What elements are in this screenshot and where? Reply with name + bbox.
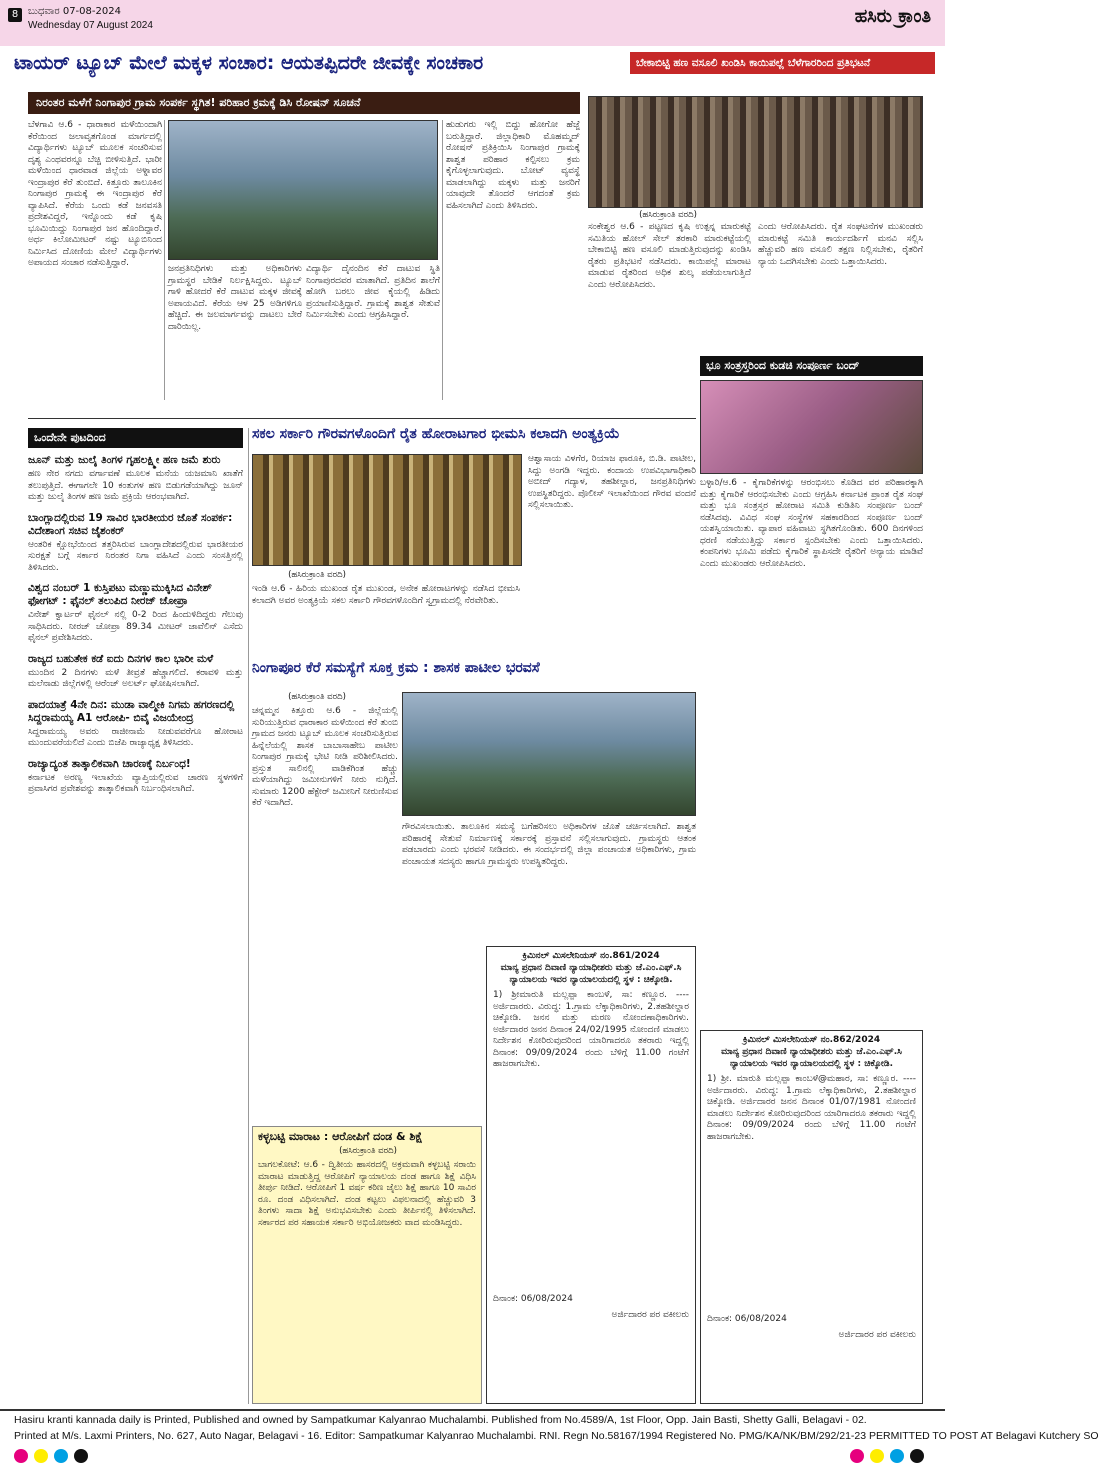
brief-item: [28, 582, 243, 645]
protest-caption: (ಹಸಿರುಕ್ರಾಂತಿ ವರದಿ): [639, 210, 697, 220]
bandh-photo: [700, 380, 923, 474]
brief-headline: ಜೂನ್ ಮತ್ತು ಜುಲೈ ತಿಂಗಳ ಗೃಹಲಕ್ಷ್ಮೀ ಹಣ ಜಮೆ ಶುರು: [28, 454, 221, 466]
lead-subhead: ನಿರಂತರ ಮಳೆಗೆ ನಿಂಗಾಪುರ ಗ್ರಾಮ ಸಂಪರ್ಕ ಸ್ಥಗಿತ! ಪರಿಹಾರ ಕ್ರಮಕ್ಕೆ ಡಿಸಿ ರೋಷನ್ ಸೂಚನೆ: [28, 92, 580, 114]
kallabatti-headline: ಕಳ್ಳಬಟ್ಟಿ ಮಾರಾಟ : ಆರೋಪಿಗೆ ದಂಡ & ಶಿಕ್ಷೆ: [258, 1130, 423, 1143]
tribute-photo: [252, 454, 522, 566]
registration-mark: [890, 1449, 904, 1463]
registration-mark: [74, 1449, 88, 1463]
protest-photo: [588, 96, 923, 208]
brief-item: [28, 454, 243, 504]
ningapur-caption: (ಹಸಿರುಕ್ರಾಂತಿ ವರದಿ): [288, 692, 346, 702]
notice-court: ಮಾನ್ಯ ಪ್ರಧಾನ ದಿವಾಣಿ ನ್ಯಾಯಾಧೀಶರು ಮತ್ತು ಜೆ.ಎಂ.ಎಫ್.ಸಿ ನ್ಯಾಯಾಲಯ ಇವರ ನ್ಯಾಯಾಲಯದಲ್ಲಿ ಸ್ಥಳ : ಚಿಕ್ಕೋಡಿ.: [721, 1047, 902, 1069]
lead-text-col4: ಹುಡುಗರು ಇಲ್ಲಿ ಬಿದ್ದು ಹೋಗೋ ಹೆಜ್ಜೆ ಬರುತ್ತಿದ್ದಾರೆ. ಜಿಲ್ಲಾಧಿಕಾರಿ ಮೊಹಮ್ಮದ್ ರೋಷನ್ ಪ್ರತಿಕ್ರಿಯಿಸಿ ನಿಂಗಾಪುರ ಗ್ರಾಮಕ್ಕೆ ಶಾಶ್ವತ ಪರಿಹಾರ ಕಲ್ಪಿಸಲು ಕ್ರಮ ಕೈಗೊಳ್ಳಲಾಗುವುದು. ಬೋಟ್ ವ್ಯವಸ್ಥೆ ಮಾಡಲಾಗಿದ್ದು ಮಕ್ಕಳು ಮತ್ತು ಜನರಿಗೆ ಯಾವುದೇ ತೊಂದರೆ ಆಗದಂತೆ ಕ್ರಮ ವಹಿಸಲಾಗಿದೆ ಎಂದು ತಿಳಿಸಿದರು.: [446, 120, 580, 211]
brief-item: [28, 699, 243, 750]
ningapur-text-col2: ಗೌರವಿಸಲಾಯಿತು. ತಾಲೂಕಿನ ಸಮಸ್ಯೆ ಬಗೆಹರಿಸಲು ಅಧಿಕಾರಿಗಳ ಜೊತೆ ಚರ್ಚಿಸಲಾಗಿದೆ. ಶಾಶ್ವತ ಪರಿಹಾರಕ್ಕೆ ಸೇತುವೆ ನಿರ್ಮಾಣಕ್ಕೆ ಸರ್ಕಾರಕ್ಕೆ ಪ್ರಸ್ತಾವನೆ ಸಲ್ಲಿಸಲಾಗುವುದು. ಗ್ರಾಮಸ್ಥರು ಆತಂಕ ಪಡಬಾರದು ಎಂದು ಭರವಸೆ ನೀಡಿದರು. ಈ ಸಂದರ್ಭದಲ್ಲಿ ಜಿಲ್ಲಾ ಪಂಚಾಯತ ಅಧಿಕಾರಿಗಳು, ಗ್ರಾಮ ಪಂಚಾಯತ ಸದಸ್ಯರು ಹಾಗೂ ಗ್ರಾಮಸ್ಥರು ಉಪಸ್ಥಿತರಿದ್ದರು.: [402, 822, 696, 867]
registration-mark: [54, 1449, 68, 1463]
bandh-text: ಬಳ್ಳಾರಿ/ಆ.6 - ಕೈಗಾರಿಕೆಗಳನ್ನು ಆರಂಭಿಸಲು ಕೊಡಿದ ವರ ಪರಿಹಾರಕ್ಕಾಗಿ ಮತ್ತು ಕೈಗಾರಿಕೆ ಆರಂಭಿಸಬೇಕು ಎಂದು ಆಗ್ರಹಿಸಿ ಕರ್ನಾಟಕ ಪ್ರಾಂತ ರೈತ ಸಂಘ ಮತ್ತು ಭೂ ಸಂತ್ರಸ್ತರ ಹೋರಾಟ ಸಮಿತಿ ಕುಡಿತಿನಿ ಸಂಪೂರ್ಣ ಬಂದ್ ನಡೆಸಿದವು. ವಿವಿಧ ಸಂಘ ಸಂಸ್ಥೆಗಳ ಸಹಕಾರದಿಂದ ಸಂಪೂರ್ಣ ಬಂದ್ ಯಶಸ್ವಿಯಾಯಿತು. ವ್ಯಾಪಾರ ವಹಿವಾಟು ಸ್ಥಗಿತಗೊಂಡಿತು. 600 ದಿನಗಳಿಂದ ಧರಣಿ ನಡೆಯುತ್ತಿದ್ದು ಸರ್ಕಾರ ಸ್ಪಂದಿಸಬೇಕು ಎಂದು ಒತ್ತಾಯಿಸಿದರು. ಕಂಪನಿಗಳು ಭೂಮಿ ಪಡೆದು ಕೈಗಾರಿಕೆ ಸ್ಥಾಪಿಸದೇ ರೈತರಿಗೆ ಅನ್ಯಾಯ ಮಾಡಿವೆ ಎಂದು ಮುಖಂಡರು ಆರೋಪಿಸಿದರು.: [700, 478, 923, 569]
column-rule: [164, 120, 165, 400]
protest-text-col1: ಸಂಕೇಶ್ವರ ಆ.6 - ಪಟ್ಟಣದ ಕೃಷಿ ಉತ್ಪನ್ನ ಮಾರುಕಟ್ಟೆ ಸಮಿತಿಯ ಹೋಲ್ ಸೇಲ್ ತರಕಾರಿ ಮಾರುಕಟ್ಟೆಯಲ್ಲಿ ಬೇಕಾಬಿಟ್ಟಿ ಹಣ ವಸೂಲಿ ಮಾಡುತ್ತಿರುವುದನ್ನು ಖಂಡಿಸಿ ರೈತರು ಪ್ರತಿಭಟನೆ ನಡೆಸಿದರು. ಕಾಯಿಪಲ್ಲೆ ಮಾರಾಟ ಮಾಡುವ ರೈತರಿಂದ ಅಧಿಕ ಶುಲ್ಕ ಪಡೆಯಲಾಗುತ್ತಿದೆ ಎಂದು ಆರೋಪಿಸಿದರು.: [588, 222, 751, 290]
lead-text-col3: ವಿದ್ಯಾರ್ಥಿ ದೈನಂದಿನ ಕೆರೆ ದಾಟುವ ಸ್ಥಿತಿ ನಿಂಗಾಪುರದವರ ಮಾತಾಗಿದೆ. ಪ್ರತಿದಿನ ಶಾಲೆಗೆ ಹೋಗಿ ಬರಲು ಜೀವ ಕೈಯಲ್ಲಿ ಹಿಡಿದು ಪ್ರಯಾಣಿಸುತ್ತಿದ್ದಾರೆ. ಗ್ರಾಮಕ್ಕೆ ಶಾಶ್ವತ ಸೇತುವೆ ನಿರ್ಮಿಸಬೇಕು ಎಂದು ಆಗ್ರಹಿಸಿದ್ದಾರೆ.: [306, 264, 440, 320]
notice-date: ದಿನಾಂಕ: 06/08/2024: [707, 1314, 787, 1324]
brief-body: ಸಿದ್ದರಾಮಯ್ಯ ಅವರು ರಾಜೀನಾಮೆ ನೀಡುವವರೆಗೂ ಹೋರಾಟ ಮುಂದುವರೆಯಲಿದೆ ಎಂದು ಬಿಜೆಪಿ ರಾಜ್ಯಾಧ್ಯಕ್ಷ ತಿಳಿಸಿದರು.: [28, 726, 243, 748]
brief-body: ಮುಂದಿನ 2 ದಿನಗಳು ಮಳೆ ತೀವ್ರತೆ ಹೆಚ್ಚಾಗಲಿದೆ. ಕರಾವಳಿ ಮತ್ತು ಮಲೆನಾಡು ಜಿಲ್ಲೆಗಳಲ್ಲಿ ಆರೆಂಜ್ ಅಲರ್ಟ್ ಘೋಷಿಸಲಾಗಿದೆ.: [28, 667, 243, 689]
brief-headline: ಬಾಂಗ್ಲಾದಲ್ಲಿರುವ 19 ಸಾವಿರ ಭಾರತೀಯರ ಜೊತೆ ಸಂಪರ್ಕ: ವಿದೇಶಾಂಗ ಸಚಿವ ಜೈಶಂಕರ್: [28, 511, 233, 537]
legal-notice-861: [486, 946, 696, 1404]
brief-headline: ರಾಜ್ಯದ ಬಹುತೇಕ ಕಡೆ ಐದು ದಿನಗಳ ಕಾಲ ಭಾರೀ ಮಳೆ: [28, 652, 214, 665]
notice-signature: ಅರ್ಜಿದಾರರ ಪರ ವಕೀಲರು: [838, 1329, 916, 1340]
belagavi-headline: ಬೇಕಾಬಿಟ್ಟಿ ಹಣ ವಸೂಲಿ ಖಂಡಿಸಿ ಕಾಯಿಪಲ್ಲೆ ಬೆಳೆಗಾರರಿಂದ ಪ್ರತಿಭಟನೆ: [630, 52, 935, 74]
column-rule: [248, 428, 249, 1404]
brief-body: ಹಣ ನೇರ ನಗದು ವರ್ಗಾವಣೆ ಮೂಲಕ ಮನೆಯ ಯಜಮಾನಿ ಖಾತೆಗೆ ತಲುಪುತ್ತಿದೆ. ಈಗಾಗಲೇ 10 ಕಂತುಗಳ ಹಣ ಬಿಡುಗಡೆಯಾಗಿದ್ದು ಜೂನ್ ಮತ್ತು ಜುಲೈ ತಿಂಗಳ ಹಣ ಜಮೆ ಪ್ರಕ್ರಿಯೆ ಆರಂಭವಾಗಿದೆ.: [28, 469, 243, 502]
date-kannada: ಬುಧವಾರ 07-08-2024: [28, 6, 121, 17]
brief-headline: ವಿಶ್ವದ ನಂಬರ್ 1 ಕುಸ್ತಿಪಟು ಮಣ್ಣುಮುಕ್ಕಿಸಿದ ವಿನೇಶ್ ಫೋಗಟ್ : ಫೈನಲ್ ತಲುಪಿದ ನೀರಜ್ ಚೋಪ್ರಾ: [28, 582, 212, 607]
lead-text-col2: ಜನಪ್ರತಿನಿಧಿಗಳು ಮತ್ತು ಅಧಿಕಾರಿಗಳು ಗ್ರಾಮಸ್ಥರ ಬೇಡಿಕೆ ನಿರ್ಲಕ್ಷಿಸಿದ್ದರು. ಟ್ಯೂಬ್ ಗಾಳಿ ಹೋದರೆ ಕೆರೆ ದಾಟುವ ಮಕ್ಕಳ ಜೀವಕ್ಕೆ ಅಪಾಯವಿದೆ. ಕೆರೆಯ ಆಳ 25 ಅಡಿಗಳಿಗೂ ಹೆಚ್ಚಿದೆ. ಈ ಜಲಮಾರ್ಗವನ್ನು ದಾಟಲು ಬೇರೆ ದಾರಿಯಿಲ್ಲ.: [168, 264, 302, 332]
page-number: 8: [8, 8, 22, 22]
notice-body: 1) ಶ್ರೀಮಾರುತಿ ಮಲ್ಲಪ್ಪಾ ಕಾಂಬಳೆ, ಸಾ: ಕಣ್ಣೂರ. ---- ಅರ್ಜಿದಾರರು. ವಿರುದ್ಧ: 1.ಗ್ರಾಮ ಲೆಕ್ಕಾಧಿಕಾರಿಗಳು, 2.ತಹಶೀಲ್ದಾರ ಚಿಕ್ಕೋಡಿ. ಜನನ ಮತ್ತು ಮರಣ ನೋಂದಣಾಧಿಕಾರಿಗಳು. ಅರ್ಜಿದಾರರ ಜನನ ದಿನಾಂಕ 24/02/1995 ನೋಂದಣಿ ಮಾಡಲು ನಿರ್ದೇಶನ ಕೋರಿರುವುದರಿಂದ ಯಾರಿಗಾದರೂ ತಕರಾರು ಇದ್ದಲ್ಲಿ ದಿನಾಂಕ: 09/09/2024 ರಂದು ಬೆಳಿಗ್ಗೆ 11.00 ಗಂಟೆಗೆ ಹಾಜರಾಗಬೇಕು.: [493, 990, 689, 1069]
section-divider: [28, 418, 696, 419]
notice-date: ದಿನಾಂಕ: 06/08/2024: [493, 1294, 573, 1304]
ningapur-text-col1: ಚನ್ನಮ್ಮನ ಕಿತ್ತೂರು ಆ.6 - ಜಿಲ್ಲೆಯಲ್ಲಿ ಸುರಿಯುತ್ತಿರುವ ಧಾರಾಕಾರ ಮಳೆಯಿಂದ ಕೆರೆ ತುಂಬಿ ಗ್ರಾಮದ ಜನರು ಟ್ಯೂಬ್ ಮೂಲಕ ಸಂಚರಿಸುತ್ತಿರುವ ಹಿನ್ನೆಲೆಯಲ್ಲಿ ಶಾಸಕ ಬಾಬಾಸಾಹೇಬ ಪಾಟೀಲ ನಿಂಗಾಪುರ ಗ್ರಾಮಕ್ಕೆ ಭೇಟಿ ನೀಡಿ ಪರಿಶೀಲಿಸಿದರು. ಪ್ರಸ್ತುತ ಸಾಲಿನಲ್ಲಿ ವಾಡಿಕೆಗಿಂತ ಹೆಚ್ಚು ಮಳೆಯಾಗಿದ್ದು ಜಮೀನುಗಳಿಗೆ ನೀರು ನುಗ್ಗಿದೆ. ಸುಮಾರು 1200 ಹೆಕ್ಟೇರ್ ಜಮೀನಿಗೆ ನೀರುಣಿಸುವ ಕೆರೆ ಇದಾಗಿದೆ.: [252, 706, 398, 808]
ningapur-photo: [402, 692, 696, 816]
briefs-banner: ಒಂದೇನೇ ಪುಟದಿಂದ: [28, 428, 243, 448]
brief-item: [28, 653, 243, 691]
notice-title: ಕ್ರಿಮಿನಲ್ ಮಿಸಲೇನಿಯಸ್ ನಂ.862/2024: [742, 1035, 881, 1045]
imprint-line-2: Printed at M/s. Laxmi Printers, No. 627, Auto Nagar, Belagavi - 16. Editor: Sampatkumar Kalyanrao Muchalambi. RNI. Regn No.58167/1994 Registered No. PMG/KA/NK/BM/292/21-23 PERMITTED TO POST AT Belagavi Kutchery SO: [14, 1430, 1099, 1442]
brief-body: ಕರ್ನಾಟಕ ಅರಣ್ಯ ಇಲಾಖೆಯ ವ್ಯಾಪ್ತಿಯಲ್ಲಿರುವ ಚಾರಣ ಸ್ಥಳಗಳಿಗೆ ಪ್ರವಾಸಿಗರ ಪ್ರವೇಶವನ್ನು ತಾತ್ಕಾಲಿಕವಾಗಿ ನಿರ್ಬಂಧಿಸಲಾಗಿದೆ.: [28, 772, 243, 794]
notice-signature: ಅರ್ಜಿದಾರರ ಪರ ವಕೀಲರು: [611, 1309, 689, 1320]
brief-item: [28, 758, 243, 796]
notice-title: ಕ್ರಿಮಿನಲ್ ಮಿಸಲೇನಿಯಸ್ ನಂ.861/2024: [522, 951, 660, 961]
tribute-caption: (ಹಸಿರುಕ್ರಾಂತಿ ವರದಿ): [288, 570, 346, 580]
brief-headline: ಪಾದಯಾತ್ರೆ 4ನೇ ದಿನ: ಮುಡಾ ವಾಲ್ಮೀಕಿ ನಿಗಮ ಹಗರಣದಲ್ಲಿ ಸಿದ್ದರಾಮಯ್ಯ A1 ಆರೋಪಿ- ಬಿವೈ ವಿಜಯೇಂದ್ರ: [28, 698, 235, 724]
registration-mark: [34, 1449, 48, 1463]
notice-body: 1) ಶ್ರೀ. ಮಾರುತಿ ಮಲ್ಲಪ್ಪಾ ಕಾಂಬಳೆ@ಮಹಾರ, ಸಾ: ಕಣ್ಣೂರ. ---- ಅರ್ಜಿದಾರರು. ವಿರುದ್ಧ: 1.ಗ್ರಾಮ ಲೆಕ್ಕಾಧಿಕಾರಿಗಳು, 2.ತಹಶೀಲ್ದಾರ ಚಿಕ್ಕೋಡಿ. ಅರ್ಜಿದಾರರ ಜನನ ದಿನಾಂಕ 01/07/1981 ನೋಂದಣಿ ಮಾಡಲು ನಿರ್ದೇಶನ ಕೋರಿರುವುದರಿಂದ ಯಾರಿಗಾದರೂ ತಕರಾರು ಇದ್ದಲ್ಲಿ ದಿನಾಂಕ: 09/09/2024 ರಂದು ಬೆಳಿಗ್ಗೆ 11.00 ಗಂಟೆಗೆ ಹಾಜರಾಗಬೇಕು.: [707, 1074, 916, 1142]
bandh-headline: ಭೂ ಸಂತ್ರಸ್ತರಿಂದ ಕುಡಚಿ ಸಂಪೂರ್ಣ ಬಂದ್: [700, 356, 923, 376]
registration-mark: [850, 1449, 864, 1463]
paper-name: ಹಸಿರು ಕ್ರಾಂತಿ: [854, 6, 931, 27]
imprint-line-1: Hasiru kranti kannada daily is Printed, Published and owned by Sampatkumar Kalyanrao Muchalambi. Published from No.4589/A, 1st Floor, Opp. Jain Basti, Shetty Galli, Belagavi - 02.: [14, 1414, 867, 1426]
column-rule: [442, 120, 443, 400]
lead-headline: ಟಾಯರ್ ಟ್ಯೂಬ್ ಮೇಲೆ ಮಕ್ಕಳ ಸಂಚಾರ: ಆಯತಪ್ಪಿದರೇ ಜೀವಕ್ಕೇ ಸಂಚಕಾರ: [14, 52, 484, 74]
brief-body: ಆಂತರಿಕ ಕ್ಷೋಭೆಯಿಂದ ತತ್ತರಿಸಿರುವ ಬಾಂಗ್ಲಾದೇಶದಲ್ಲಿರುವ ಭಾರತೀಯರ ಸುರಕ್ಷತೆ ಬಗ್ಗೆ ಸರ್ಕಾರ ನಿರಂತರ ನಿಗಾ ವಹಿಸಿದೆ ಎಂದು ಸಂಸತ್ತಿನಲ್ಲಿ ತಿಳಿಸಿದರು.: [28, 539, 243, 573]
kallabatti-caption: (ಹಸಿರುಕ್ರಾಂತಿ ವರದಿ): [339, 1146, 397, 1156]
brief-headline: ರಾಜ್ಯಾದ್ಯಂತ ತಾತ್ಕಾಲಿಕವಾಗಿ ಚಾರಣಕ್ಕೆ ನಿರ್ಬಂಧ!: [28, 757, 191, 770]
notice-court: ಮಾನ್ಯ ಪ್ರಧಾನ ದಿವಾಣಿ ನ್ಯಾಯಾಧೀಶರು ಮತ್ತು ಜೆ.ಎಂ.ಎಫ್.ಸಿ ನ್ಯಾಯಾಲಯ ಇವರ ನ್ಯಾಯಾಲಯದಲ್ಲಿ ಸ್ಥಳ : ಚಿಕ್ಕೋಡಿ.: [500, 963, 682, 985]
kallabatti-text: ಬಾಗಲಕೋಟೆ: ಆ.6 - ದ್ವಿತೀಯ ಹಾಸರದಲ್ಲಿ ಅಕ್ರಮವಾಗಿ ಕಳ್ಳಬಟ್ಟಿ ಸರಾಯಿ ಮಾರಾಟ ಮಾಡುತ್ತಿದ್ದ ಆರೋಪಿಗೆ ನ್ಯಾಯಾಲಯ ದಂಡ ಹಾಗೂ ಶಿಕ್ಷೆ ವಿಧಿಸಿ ತೀರ್ಪು ನೀಡಿದೆ. ಆರೋಪಿಗೆ 1 ವರ್ಷ ಕಠಿಣ ಜೈಲು ಶಿಕ್ಷೆ ಹಾಗೂ 10 ಸಾವಿರ ರೂ. ದಂಡ ವಿಧಿಸಲಾಗಿದೆ. ದಂಡ ಕಟ್ಟಲು ವಿಫಲನಾದಲ್ಲಿ ಹೆಚ್ಚುವರಿ 3 ತಿಂಗಳು ಸಾದಾ ಶಿಕ್ಷೆ ಅನುಭವಿಸಬೇಕು ಎಂದು ತೀರ್ಪಿನಲ್ಲಿ ತಿಳಿಸಲಾಗಿದೆ. ಸರ್ಕಾರದ ಪರ ಸಹಾಯಕ ಸರ್ಕಾರಿ ಅಭಿಯೋಜಕರು ವಾದ ಮಂಡಿಸಿದ್ದರು.: [258, 1160, 476, 1228]
protest-text-col2: ಎಂದು ಆರೋಪಿಸಿದರು. ರೈತ ಸಂಘಟನೆಗಳ ಮುಖಂಡರು ಮಾರುಕಟ್ಟೆ ಸಮಿತಿ ಕಾರ್ಯದರ್ಶಿಗೆ ಮನವಿ ಸಲ್ಲಿಸಿ ಹೆಚ್ಚುವರಿ ಹಣ ವಸೂಲಿ ತಕ್ಷಣ ನಿಲ್ಲಿಸಬೇಕು, ರೈತರಿಗೆ ನ್ಯಾಯ ಒದಗಿಸಬೇಕು ಎಂದು ಒತ್ತಾಯಿಸಿದರು.: [758, 222, 923, 267]
ningapur-headline: ನಿಂಗಾಪೂರ ಕೆರೆ ಸಮಸ್ಯೆಗೆ ಸೂಕ್ತ ಕ್ರಮ : ಶಾಸಕ ಪಾಟೀಲ ಭರವಸೆ: [252, 660, 540, 676]
registration-mark: [870, 1449, 884, 1463]
legal-notice-862: [700, 1030, 923, 1404]
registration-mark: [14, 1449, 28, 1463]
tribute-text-col2: ಆಶ್ವಾಸಾಯ ವಿಳಗೆರ, ರಿಯಾಜ ಫಾರೂಕಿ, ಬಿ.ಡಿ. ಪಾಟೀಲ, ಸಿದ್ದು ಅಂಗಡಿ ಇದ್ದರು. ಕಂದಾಯ ಉಪವಿಭಾಗಾಧಿಕಾರಿ ಅಬೀದ್ ಗದ್ಯಾಳ, ತಹಶೀಲ್ದಾರ, ಜನಪ್ರತಿನಿಧಿಗಳು ಉಪಸ್ಥಿತರಿದ್ದರು. ಪೊಲೀಸ್ ಇಲಾಖೆಯಿಂದ ಗೌರವ ವಂದನೆ ಸಲ್ಲಿಸಲಾಯಿತು.: [528, 454, 696, 510]
brief-item: [28, 512, 243, 575]
registration-mark: [910, 1449, 924, 1463]
tribute-headline: ಸಕಲ ಸರ್ಕಾರಿ ಗೌರವಗಳೊಂದಿಗೆ ರೈತ ಹೋರಾಟಗಾರ ಭೀಮಸಿ ಕಲಾದಗಿ ಅಂತ್ಯಕ್ರಿಯೆ: [252, 426, 620, 442]
briefs-column: [28, 454, 243, 1404]
lead-text-col1: ಬೆಳಗಾವಿ ಆ.6 - ಧಾರಾಕಾರ ಮಳೆಯಿಂದಾಗಿ ಕೆರೆಯಿಂದ ಜಲಾವೃತಗೊಂಡ ಮಾರ್ಗದಲ್ಲಿ ವಿದ್ಯಾರ್ಥಿಗಳು ಟ್ಯೂಬ್ ಮೂಲಕ ಸಂಚರಿಸುವ ದೃಶ್ಯ ಎಂಥವರನ್ನೂ ಬೆಚ್ಚಿ ಬೀಳಿಸುತ್ತಿದೆ. ಭಾರೀ ಮಳೆಯಿಂದ ಧಾರವಾಡ ಜಿಲ್ಲೆಯ ಅಳ್ನಾವರ ಇಂದ್ರಾಪುರ ಕೆರೆ ತುಂಬಿದೆ. ಕಿತ್ತೂರು ತಾಲೂಕಿನ ನಿಂಗಾಪುರ ಗ್ರಾಮಕ್ಕೆ ಈ ಇಂದ್ರಾಪುರ ಕೆರೆ ವ್ಯಾಪಿಸಿದೆ. ಕೆರೆಯ ಒಂದು ಕಡೆ ಜನವಸತಿ ಪ್ರದೇಶವಿದ್ದರೆ, ಇನ್ನೊಂದು ಕಡೆ ಕೃಷಿ ಭೂಮಿಯಿದ್ದು ನಿಂಗಾಪುರ ಜನ ಹೊಂದಿದ್ದಾರೆ. ಅರ್ಧ ಕಿಲೋಮೀಟರ್ ನಷ್ಟು ಟ್ಯೂಬಿನಿಂದ ನಿರ್ಮಿಸಿದ ದೋಣಿಯ ಮೇಲೆ ವಿದ್ಯಾರ್ಥಿಗಳು ಅಪಾಯದ ಸಂಚಾರ ನಡೆಸುತ್ತಿದ್ದಾರೆ.: [28, 120, 162, 268]
tribute-text-col1: ಇಂಡಿ ಆ.6 - ಹಿರಿಯ ಮುಖಂಡ ರೈತ ಮುಖಂಡ, ಅನೇಕ ಹೋರಾಟಗಳನ್ನು ನಡೆಸಿದ ಭೀಮಸಿ ಕಲಾದಗಿ ಅವರ ಅಂತ್ಯಕ್ರಿಯೆ ಸಕಲ ಸರ್ಕಾರಿ ಗೌರವಗಳೊಂದಿಗೆ ಸ್ವಗ್ರಾಮದಲ್ಲಿ ನೆರವೇರಿತು.: [252, 584, 520, 606]
date-english: Wednesday 07 August 2024: [28, 20, 153, 31]
lead-photo: [168, 120, 438, 260]
brief-body: ವಿನೇಶ್ ಕ್ವಾರ್ಟರ್ ಫೈನಲ್ ನಲ್ಲಿ 0-2 ರಿಂದ ಹಿಂದುಳಿದಿದ್ದರು ಗೆಲುವು ಸಾಧಿಸಿದರು. ನೀರಜ್ ಚೋಪ್ರಾ 89.34 ಮೀಟರ್ ಜಾವೆಲಿನ್ ಎಸೆದು ಫೈನಲ್ ಪ್ರವೇಶಿಸಿದರು.: [28, 610, 243, 643]
